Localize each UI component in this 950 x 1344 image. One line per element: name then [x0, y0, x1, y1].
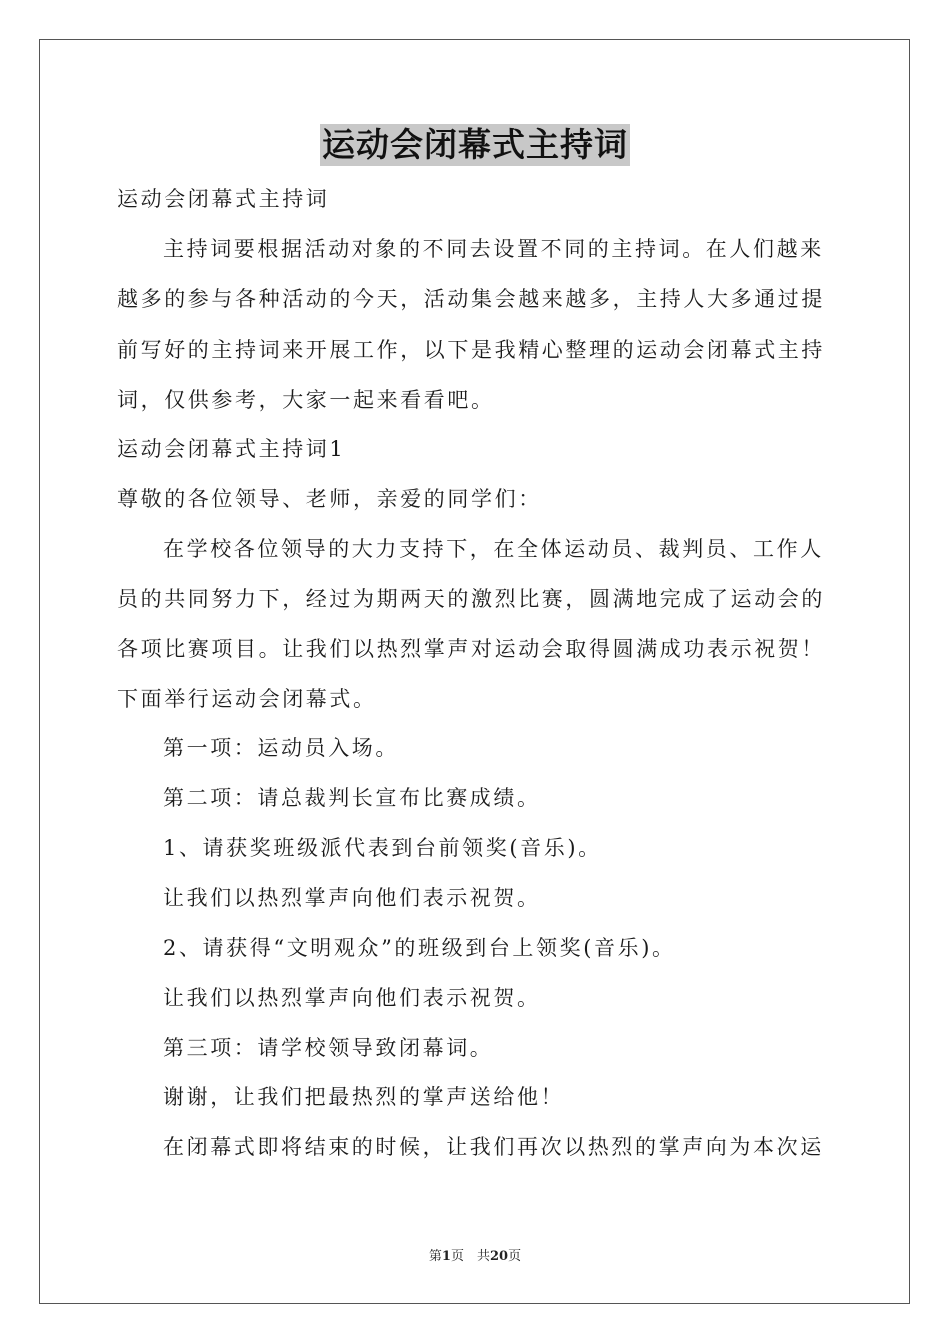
- paragraph-line: 下面举行运动会闭幕式。: [117, 687, 377, 711]
- document-title: 运动会闭幕式主持词: [322, 125, 628, 164]
- paragraph-line: 越多的参与各种活动的今天，活动集会越来越多，主持人大多通过提: [117, 287, 825, 311]
- paragraph-line: 员的共同努力下，经过为期两天的激烈比赛，圆满地完成了运动会的: [117, 587, 825, 611]
- agenda-item: 谢谢，让我们把最热烈的掌声送给他！: [163, 1085, 565, 1109]
- paragraph-line: 前写好的主持词来开展工作，以下是我精心整理的运动会闭幕式主持: [117, 338, 825, 362]
- current-page-number: 1: [441, 1249, 451, 1264]
- page-mid-text: 页 共: [450, 1249, 490, 1264]
- paragraph-line: 在学校各位领导的大力支持下，在全体运动员、裁判员、工作人: [163, 537, 824, 561]
- page-suffix: 页: [508, 1249, 522, 1264]
- page-border: [39, 39, 910, 1304]
- subtitle-line: 运动会闭幕式主持词: [117, 187, 330, 211]
- agenda-item: 第一项：运动员入场。: [163, 736, 399, 760]
- title-container: [0, 124, 950, 166]
- paragraph-line: 主持词要根据活动对象的不同去设置不同的主持词。在人们越来: [163, 237, 824, 261]
- page-prefix: 第: [428, 1249, 442, 1264]
- agenda-item: 1、请获奖班级派代表到台前领奖(音乐)。: [163, 836, 602, 860]
- page-footer: [0, 1249, 950, 1265]
- paragraph-line: 词，仅供参考，大家一起来看看吧。: [117, 388, 495, 412]
- total-page-count: 20: [489, 1249, 509, 1264]
- agenda-item: 让我们以热烈掌声向他们表示祝贺。: [163, 886, 541, 910]
- section-heading: 运动会闭幕式主持词1: [117, 437, 346, 461]
- agenda-item: 第二项：请总裁判长宣布比赛成绩。: [163, 786, 541, 810]
- paragraph-line: 各项比赛项目。让我们以热烈掌声对运动会取得圆满成功表示祝贺！: [117, 637, 825, 661]
- agenda-item: 第三项：请学校领导致闭幕词。: [163, 1036, 494, 1060]
- agenda-item: 让我们以热烈掌声向他们表示祝贺。: [163, 986, 541, 1010]
- agenda-item: 2、请获得“文明观众”的班级到台上领奖(音乐)。: [163, 936, 676, 960]
- paragraph-line: 在闭幕式即将结束的时候，让我们再次以热烈的掌声向为本次运: [163, 1135, 824, 1159]
- salutation-line: 尊敬的各位领导、老师，亲爱的同学们：: [117, 487, 542, 511]
